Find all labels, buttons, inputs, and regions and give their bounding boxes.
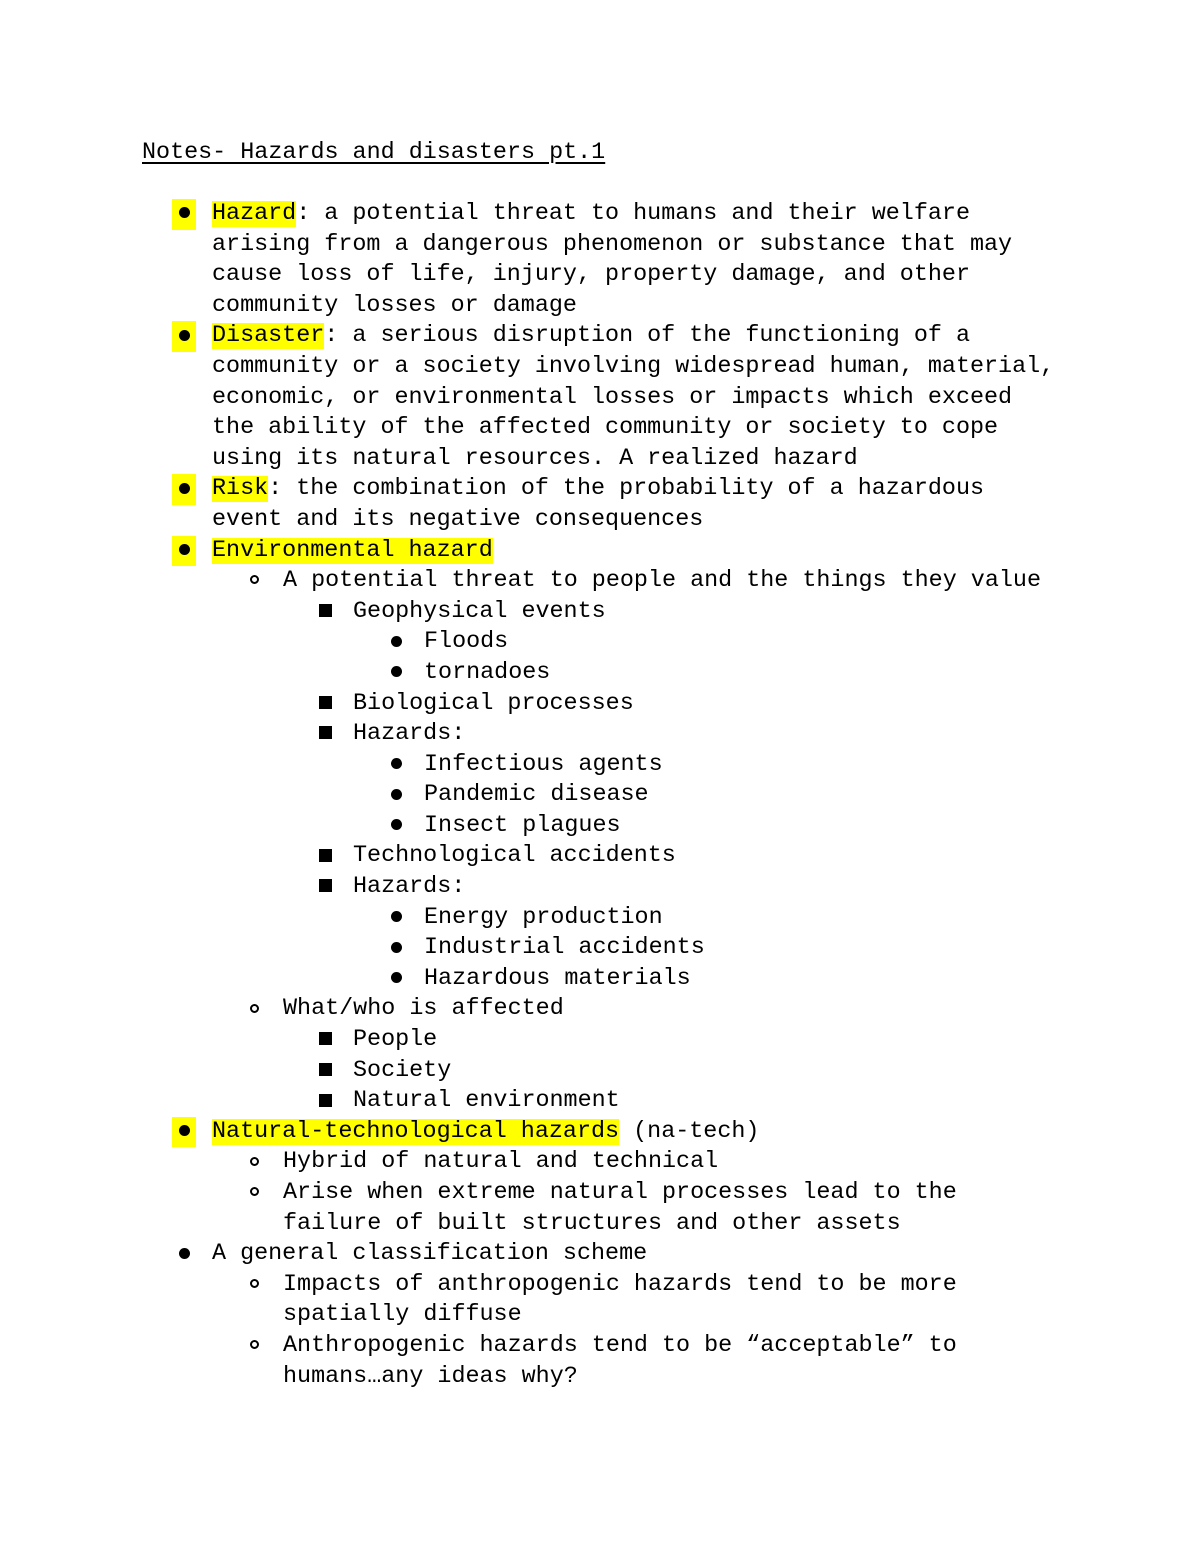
- list-item: [0, 321, 1200, 474]
- list-item-text: Insect plagues: [424, 812, 621, 839]
- list-item: [0, 199, 1200, 321]
- list-item-line: [424, 750, 1200, 781]
- list-item: [0, 627, 1200, 658]
- list-item: [0, 994, 1200, 1025]
- square-bullet-icon: [313, 1086, 337, 1117]
- list-item-line: [353, 872, 1200, 903]
- list-item-line: [212, 1239, 1200, 1270]
- list-item: [0, 1270, 1200, 1331]
- list-item-line: [283, 1331, 1200, 1362]
- dot-bullet-icon: [384, 811, 408, 842]
- list-item-text: Industrial accidents: [424, 935, 705, 962]
- list-item-text: Energy production: [424, 904, 663, 931]
- list-item-text: Arise when extreme natural processes lead to the: [283, 1180, 957, 1206]
- list-item-line: [283, 1362, 1200, 1393]
- list-item-text: the ability of the affected community or society to cope: [212, 415, 999, 442]
- circle-bullet-icon: [242, 1331, 266, 1362]
- list-item-text: Hybrid of natural and technical: [283, 1149, 719, 1176]
- list-item-line: [212, 230, 1200, 261]
- list-item-text: People: [353, 1027, 438, 1054]
- list-item-text: Impacts of anthropogenic hazards tend to be more: [283, 1271, 957, 1298]
- dot-bullet-icon: [172, 1239, 196, 1270]
- list-item-text: Hazardous materials: [424, 965, 691, 992]
- list-item-line: [424, 780, 1200, 811]
- list-item-line: [283, 1147, 1200, 1178]
- dot-bullet-icon: [384, 658, 408, 689]
- square-bullet-icon: [313, 689, 337, 720]
- list-item-text: humans…any ideas why?: [283, 1363, 578, 1390]
- list-item-line: [424, 964, 1200, 995]
- list-item: [0, 566, 1200, 597]
- list-item-text: spatially diffuse: [283, 1302, 522, 1329]
- list-item-text: Floods: [424, 629, 509, 656]
- list-item-line: [283, 1300, 1200, 1331]
- list-item-text: Anthropogenic hazards tend to be “acceptable” to: [283, 1332, 957, 1359]
- list-item-line: [212, 260, 1200, 291]
- list-item-text: Society: [353, 1057, 452, 1084]
- list-item: [0, 1117, 1200, 1148]
- list-item: [0, 597, 1200, 628]
- page-title: Notes- Hazards and disasters pt.1: [142, 140, 606, 166]
- square-bullet-icon: [313, 1056, 337, 1087]
- list-item: [0, 658, 1200, 689]
- dot-bullet-icon: [172, 1117, 196, 1148]
- list-item: [0, 933, 1200, 964]
- dot-bullet-icon: [384, 780, 408, 811]
- list-item-text: tornadoes: [424, 659, 551, 686]
- list-item: [0, 1239, 1200, 1270]
- list-item: [0, 1056, 1200, 1087]
- list-item-text: (na-tech): [619, 1118, 760, 1145]
- highlighted-term: Risk: [212, 476, 269, 503]
- list-item-line: [424, 933, 1200, 964]
- list-item-line: [353, 1025, 1200, 1056]
- square-bullet-icon: [313, 872, 337, 903]
- list-item-text: A potential threat to people and the things they value: [283, 568, 1041, 595]
- list-item-text: : a serious disruption of the functioning of a: [324, 323, 970, 350]
- dot-bullet-icon: [384, 750, 408, 781]
- list-item-line: [212, 383, 1200, 414]
- list-item-text: community or a society involving widespread human, material,: [212, 353, 1055, 380]
- list-item-line: [283, 1178, 1200, 1209]
- dot-bullet-icon: [384, 964, 408, 995]
- list-item: [0, 1086, 1200, 1117]
- dot-bullet-icon: [384, 627, 408, 658]
- list-item: [0, 689, 1200, 720]
- dot-bullet-icon: [172, 536, 196, 567]
- list-item-text: : the combination of the probability of a hazardous: [268, 476, 985, 503]
- notes-list: [0, 199, 1200, 1392]
- list-item-text: : a potential threat to humans and their welfare: [296, 201, 970, 227]
- list-item-line: [424, 811, 1200, 842]
- list-item-line: [424, 903, 1200, 934]
- list-item-line: [283, 1209, 1200, 1240]
- list-item: [0, 964, 1200, 995]
- dot-bullet-icon: [172, 474, 196, 505]
- list-item: [0, 903, 1200, 934]
- list-item-text: What/who is affected: [283, 996, 564, 1023]
- list-item: [0, 811, 1200, 842]
- list-item-line: [212, 444, 1200, 475]
- list-item-line: [212, 352, 1200, 383]
- dot-bullet-icon: [384, 903, 408, 934]
- list-item-line: [353, 597, 1200, 628]
- list-item: [0, 474, 1200, 535]
- list-item: [0, 536, 1200, 567]
- list-item: [0, 1331, 1200, 1392]
- list-item: [0, 719, 1200, 750]
- list-item-text: Biological processes: [353, 690, 634, 717]
- circle-bullet-icon: [242, 1178, 266, 1209]
- circle-bullet-icon: [242, 994, 266, 1025]
- circle-bullet-icon: [242, 1147, 266, 1178]
- square-bullet-icon: [313, 719, 337, 750]
- list-item-text: failure of built structures and other assets: [283, 1210, 901, 1237]
- list-item-line: [212, 505, 1200, 536]
- list-item-line: [353, 719, 1200, 750]
- circle-bullet-icon: [242, 1270, 266, 1301]
- square-bullet-icon: [313, 1025, 337, 1056]
- list-item: [0, 872, 1200, 903]
- list-item-line: [212, 291, 1200, 322]
- highlighted-term: Disaster: [212, 323, 325, 350]
- list-item-text: economic, or environmental losses or impacts which exceed: [212, 384, 1013, 411]
- list-item-text: Technological accidents: [353, 843, 676, 870]
- list-item-line: [424, 658, 1200, 689]
- highlighted-term: Hazard: [212, 201, 297, 227]
- list-item-line: [283, 994, 1200, 1025]
- list-item-text: cause loss of life, injury, property damage, and other: [212, 262, 970, 289]
- square-bullet-icon: [313, 841, 337, 872]
- list-item: [0, 1178, 1200, 1239]
- list-item: [0, 1147, 1200, 1178]
- list-item-text: Pandemic disease: [424, 782, 649, 809]
- list-item-line: [212, 321, 1200, 352]
- list-item-line: [283, 566, 1200, 597]
- list-item-line: [212, 413, 1200, 444]
- list-item-line: [283, 1270, 1200, 1301]
- list-item-text: Natural environment: [353, 1088, 620, 1115]
- circle-bullet-icon: [242, 566, 266, 597]
- list-item: [0, 841, 1200, 872]
- list-item-line: [353, 689, 1200, 720]
- list-item-line: [424, 627, 1200, 658]
- list-item-line: [353, 1086, 1200, 1117]
- square-bullet-icon: [313, 597, 337, 628]
- dot-bullet-icon: [172, 321, 196, 352]
- list-item-text: Hazards:: [353, 874, 466, 901]
- list-item: [0, 1025, 1200, 1056]
- list-item-text: Infectious agents: [424, 751, 663, 778]
- dot-bullet-icon: [172, 199, 196, 230]
- list-item-line: [212, 199, 1200, 230]
- highlighted-term: Natural-technological hazards: [212, 1118, 620, 1145]
- list-item: [0, 750, 1200, 781]
- list-item-line: [212, 474, 1200, 505]
- list-item-text: arising from a dangerous phenomenon or substance that may: [212, 231, 1013, 258]
- list-item-text: Hazards:: [353, 721, 466, 748]
- dot-bullet-icon: [384, 933, 408, 964]
- highlighted-term: Environmental hazard: [212, 537, 493, 564]
- list-item-line: [212, 536, 1200, 567]
- list-item-line: [212, 1117, 1200, 1148]
- list-item-text: community losses or damage: [212, 292, 577, 319]
- list-item: [0, 780, 1200, 811]
- list-item-text: A general classification scheme: [212, 1241, 648, 1268]
- list-item-text: event and its negative consequences: [212, 506, 704, 533]
- list-item-line: [353, 1056, 1200, 1087]
- list-item-text: using its natural resources. A realized hazard: [212, 445, 858, 472]
- list-item-text: Geophysical events: [353, 598, 606, 625]
- list-item-line: [353, 841, 1200, 872]
